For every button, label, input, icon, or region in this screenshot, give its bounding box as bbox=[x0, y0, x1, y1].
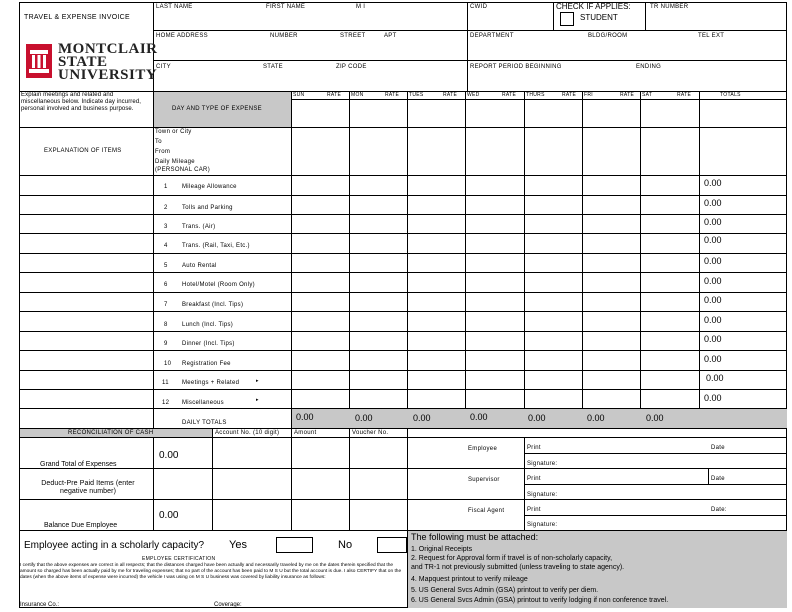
supervisor-date-label: Date bbox=[711, 476, 725, 482]
university-logo bbox=[26, 41, 158, 83]
item-number: 6 bbox=[164, 282, 168, 288]
no-label: No bbox=[338, 539, 353, 551]
student-checkbox[interactable] bbox=[560, 12, 574, 26]
number-label: NUMBER bbox=[270, 33, 298, 39]
attachment-item: 6. US General Svcs Admin (GSA) printout to verify lodging if non conference travel. bbox=[411, 597, 669, 604]
day-mon-rate: RATE bbox=[385, 92, 400, 98]
supervisor-signature-label: Signature: bbox=[527, 492, 558, 498]
fiscal-agent-label: Fiscal Agent bbox=[468, 508, 505, 514]
daily-total-mon: 0.00 bbox=[355, 413, 373, 423]
reconciliation-title: RECONCILIATION OF CASH bbox=[68, 430, 154, 436]
grand-total-label: Grand Total of Expenses bbox=[40, 461, 117, 468]
first-name-label: FIRST NAME bbox=[266, 4, 306, 10]
item-label: Dinner (Incl. Tips) bbox=[182, 341, 235, 347]
tr-number-label: TR NUMBER bbox=[650, 4, 689, 10]
city-field[interactable] bbox=[154, 71, 466, 90]
chevron-right-icon: ▸ bbox=[256, 378, 259, 384]
personal-car-label: (PERSONAL CAR) bbox=[155, 167, 210, 173]
item-label: Meetings + Related bbox=[182, 380, 240, 386]
employee-signature-field[interactable] bbox=[556, 454, 786, 467]
supervisor-signature-field[interactable] bbox=[556, 485, 786, 498]
item-total: 0.00 bbox=[704, 276, 722, 286]
bldg-room-label: BLDG/ROOM bbox=[588, 33, 628, 39]
deduct-prepaid-label: Deduct-Pre Paid Items (enter negative number) bbox=[41, 480, 135, 496]
item-label: Trans. (Air) bbox=[182, 224, 216, 230]
item-total: 0.00 bbox=[704, 256, 722, 266]
coverage-label: Coverage: bbox=[214, 602, 242, 608]
logo-line2: STATE bbox=[58, 54, 108, 70]
form-title: TRAVEL & EXPENSE INVOICE bbox=[24, 14, 131, 21]
item-total: 0.00 bbox=[704, 295, 722, 305]
day-type-header: DAY AND TYPE OF EXPENSE bbox=[172, 106, 262, 112]
daily-total-sat: 0.00 bbox=[646, 413, 664, 423]
daily-totals-label: DAILY TOTALS bbox=[182, 420, 227, 426]
ending-label: ENDING bbox=[636, 64, 662, 70]
item-number: 12 bbox=[162, 400, 170, 406]
item-total: 0.00 bbox=[704, 178, 722, 188]
item-total: 0.00 bbox=[704, 198, 722, 208]
item-number: 7 bbox=[164, 302, 168, 308]
supervisor-print-label: Print bbox=[527, 476, 541, 482]
no-checkbox[interactable] bbox=[377, 537, 407, 553]
item-number: 2 bbox=[164, 205, 168, 211]
employee-date-label: Date bbox=[711, 445, 725, 451]
totals-label: TOTALS bbox=[720, 92, 741, 98]
grand-total-value: 0.00 bbox=[159, 450, 179, 461]
street-label: STREET bbox=[340, 33, 366, 39]
item-number: 10 bbox=[164, 361, 172, 367]
last-name-field[interactable] bbox=[154, 11, 466, 29]
daily-mileage-label: Daily Mileage bbox=[155, 159, 195, 165]
apt-label: APT bbox=[384, 33, 397, 39]
chevron-right-icon: ▸ bbox=[256, 397, 259, 403]
city-label: CITY bbox=[156, 64, 171, 70]
report-period-beginning-label: REPORT PERIOD BEGINNING bbox=[470, 64, 562, 70]
yes-checkbox[interactable] bbox=[276, 537, 313, 553]
home-address-field[interactable] bbox=[154, 40, 466, 59]
home-address-label: HOME ADDRESS bbox=[156, 33, 208, 39]
deduct-prepaid-field[interactable] bbox=[154, 469, 211, 498]
employee-label: Employee bbox=[468, 446, 498, 452]
item-total: 0.00 bbox=[706, 373, 724, 383]
certification-text: I certify that the above expenses are correct in all respects; that the distances charged have been actually and necessarily traveled by me on the dates therein specified that the amount so charged has been actually paid by me for traveling expenses; that no part of the account has been paid to M S U but the total account is due. I also CERTIFY that on the dates (when the above items of expense were incurred) the vehicle I was using on M S U business was covered by liability insurance as follows: bbox=[20, 563, 402, 580]
attachment-item: 4. Mapquest printout to verify mileage bbox=[411, 576, 528, 583]
item-total: 0.00 bbox=[704, 217, 722, 227]
item-label: Mileage Allowance bbox=[182, 184, 237, 190]
item-total: 0.00 bbox=[704, 393, 722, 403]
university-seal-icon bbox=[26, 44, 52, 78]
mi-label: M I bbox=[356, 4, 366, 10]
tr-number-field[interactable] bbox=[646, 11, 786, 29]
day-wed-rate: RATE bbox=[502, 92, 517, 98]
item-number: 9 bbox=[164, 341, 168, 347]
to-label: To bbox=[155, 139, 162, 145]
department-field[interactable] bbox=[468, 40, 786, 59]
daily-total-fri: 0.00 bbox=[587, 413, 605, 423]
daily-total-tues: 0.00 bbox=[413, 413, 431, 423]
daily-total-wed: 0.00 bbox=[470, 412, 488, 422]
voucher-no-label: Voucher No. bbox=[352, 430, 389, 436]
explain-instructions: Explain meetings and related and miscellaneous below. Indicate day incurred, personal involved and business purpose. bbox=[21, 92, 142, 112]
item-label: Miscellaneous bbox=[182, 400, 224, 406]
day-fri-rate: RATE bbox=[620, 92, 635, 98]
logo-line3: UNIVERSITY bbox=[58, 67, 158, 83]
last-name-label: LAST NAME bbox=[156, 4, 193, 10]
item-label: Auto Rental bbox=[182, 263, 217, 269]
attachment-item: 1. Original Receipts bbox=[411, 546, 473, 553]
attachment-item: and TR-1 not previously submitted (unless traveling to state agency). bbox=[411, 564, 625, 571]
day-thurs-rate: RATE bbox=[562, 92, 577, 98]
day-sat-label: SAT bbox=[642, 92, 653, 98]
item-label: Registration Fee bbox=[182, 361, 231, 367]
cwid-label: CWID bbox=[470, 4, 488, 10]
tel-ext-label: TEL EXT bbox=[698, 33, 725, 39]
daily-total-thurs: 0.00 bbox=[528, 413, 546, 423]
from-label: From bbox=[155, 149, 171, 155]
check-if-applies-label: CHECK IF APPLIES: bbox=[556, 2, 631, 11]
item-label: Hotel/Motel (Room Only) bbox=[182, 282, 255, 288]
employee-print-label: Print bbox=[527, 445, 541, 451]
account-no-label: Account No. (10 digit) bbox=[215, 430, 280, 436]
item-total: 0.00 bbox=[704, 235, 722, 245]
certification-title: EMPLOYEE CERTIFICATION bbox=[142, 556, 216, 562]
item-number: 5 bbox=[164, 263, 168, 269]
day-mon-label: MON bbox=[351, 92, 364, 98]
explanation-of-items-label: EXPLANATION OF ITEMS bbox=[44, 148, 122, 154]
day-sun-rate: RATE bbox=[327, 92, 342, 98]
attachment-item: 2. Request for Approval form if travel is of non-scholarly capacity, bbox=[411, 555, 613, 562]
item-label: Trans. (Rail, Taxi, Etc.) bbox=[182, 243, 250, 249]
attachments-title: The following must be attached: bbox=[411, 532, 539, 542]
cwid-field[interactable] bbox=[468, 11, 552, 29]
town-or-city-label: Town or City bbox=[155, 129, 192, 135]
day-sat-rate: RATE bbox=[677, 92, 692, 98]
item-total: 0.00 bbox=[704, 315, 722, 325]
state-label: STATE bbox=[263, 64, 283, 70]
scholarly-question: Employee acting in a scholarly capacity? bbox=[24, 540, 205, 551]
item-number: 3 bbox=[164, 224, 168, 230]
day-wed-label: WED bbox=[467, 92, 480, 98]
item-number: 4 bbox=[164, 243, 168, 249]
amount-label: Amount bbox=[294, 430, 317, 436]
item-label: Breakfast (Incl. Tips) bbox=[182, 302, 244, 308]
day-sun-label: SUN bbox=[293, 92, 305, 98]
department-label: DEPARTMENT bbox=[470, 33, 514, 39]
day-thurs-label: THURS bbox=[526, 92, 545, 98]
student-label: STUDENT bbox=[580, 13, 618, 22]
fiscal-agent-print-label: Print bbox=[527, 507, 541, 513]
item-label: Lunch (Incl. Tips) bbox=[182, 322, 234, 328]
report-period-field[interactable] bbox=[468, 71, 786, 90]
day-fri-label: FRI bbox=[584, 92, 593, 98]
item-total: 0.00 bbox=[704, 354, 722, 364]
logo-line1: MONTCLAIR bbox=[58, 41, 158, 57]
daily-total-sun: 0.00 bbox=[296, 412, 314, 422]
supervisor-label: Supervisor bbox=[468, 477, 500, 483]
fiscal-agent-signature-field[interactable] bbox=[556, 516, 786, 529]
item-number: 8 bbox=[164, 322, 168, 328]
day-tues-label: TUES bbox=[409, 92, 424, 98]
employee-signature-label: Signature: bbox=[527, 461, 558, 467]
yes-label: Yes bbox=[229, 539, 247, 551]
balance-due-value: 0.00 bbox=[159, 510, 179, 521]
attachment-item: 5. US General Svcs Admin (GSA) printout to verify per diem. bbox=[411, 587, 599, 594]
insurance-co-label: Insurance Co.: bbox=[20, 602, 60, 608]
item-total: 0.00 bbox=[704, 334, 722, 344]
day-tues-rate: RATE bbox=[443, 92, 458, 98]
fiscal-agent-date-label: Date: bbox=[711, 507, 727, 513]
item-number: 11 bbox=[162, 380, 169, 386]
item-label: Tolls and Parking bbox=[182, 205, 233, 211]
item-number: 1 bbox=[164, 184, 168, 190]
zip-code-label: ZIP CODE bbox=[336, 64, 367, 70]
balance-due-label: Balance Due Employee bbox=[44, 522, 118, 529]
fiscal-agent-signature-label: Signature: bbox=[527, 522, 558, 528]
